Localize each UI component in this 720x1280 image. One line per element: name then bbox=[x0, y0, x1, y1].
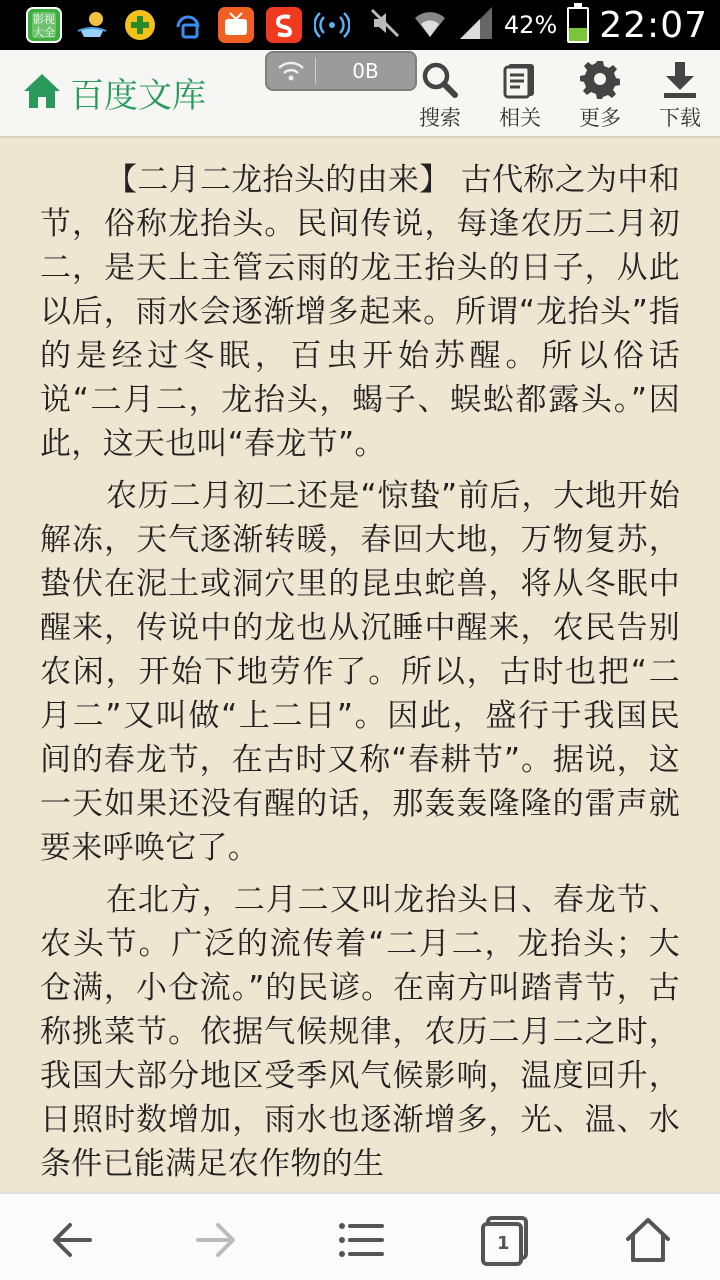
tv-app-icon bbox=[218, 7, 254, 43]
more-label: 更多 bbox=[579, 106, 621, 130]
network-speed-value: 0B bbox=[352, 59, 379, 83]
gear-icon bbox=[580, 60, 620, 100]
network-speed-indicator bbox=[265, 51, 417, 91]
battery-percent: 42% bbox=[503, 11, 558, 39]
forward-arrow-icon bbox=[192, 1216, 240, 1264]
bottom-navigation bbox=[0, 1192, 720, 1280]
signal-app-icon bbox=[314, 7, 350, 43]
app-logo[interactable] bbox=[20, 68, 206, 117]
tab-count: 1 bbox=[497, 1233, 510, 1254]
download-icon bbox=[660, 60, 700, 100]
mute-icon bbox=[368, 6, 402, 44]
menu-button[interactable] bbox=[332, 1212, 388, 1268]
plus-app-icon bbox=[122, 7, 158, 43]
movie-app-icon: 影视大全 bbox=[26, 7, 62, 43]
forward-button[interactable] bbox=[188, 1212, 244, 1268]
wifi-speed-icon bbox=[267, 53, 315, 89]
chat-app-icon bbox=[170, 7, 206, 43]
paragraph: 农历二月初二还是“惊蛰”前后，大地开始解冻，天气逐渐转暖，春回大地，万物复苏，蛰伏在泥土或洞穴里的昆虫蛇兽，将从冬眠中醒来，传说中的龙也从沉睡中醒来，农民告别农闲，开始下地劳作了。所以，古时也把“二月二”又叫做“上二日”。因此，盛行于我国民间的春龙节，在古时又称“春耕节”。据说，这一天如果还没有醒的话，那轰轰隆隆的雷声就要来呼唤它了。 bbox=[40, 478, 680, 866]
search-button[interactable] bbox=[400, 60, 480, 132]
home-icon bbox=[623, 1215, 673, 1265]
home-button[interactable] bbox=[620, 1212, 676, 1268]
back-button[interactable] bbox=[44, 1212, 100, 1268]
related-icon bbox=[500, 60, 540, 100]
battery-icon bbox=[567, 7, 589, 43]
cell-signal-icon bbox=[458, 5, 494, 45]
app-title: 百度文库 bbox=[70, 76, 206, 116]
search-icon bbox=[420, 60, 460, 100]
search-label: 搜索 bbox=[419, 106, 461, 130]
wifi-icon bbox=[412, 5, 448, 45]
paragraph: 【二月二龙抬头的由来】 古代称之为中和节，俗称龙抬头。民间传说，每逢农历二月初二，是天上主管云雨的龙王抬头的日子，从此以后，雨水会逐渐增多起来。所谓“龙抬头”指的是经过冬眠，百虫开始苏醒。所以俗话说“二月二，龙抬头，蝎子、蜈蚣都露头。”因此，这天也叫“春龙节”。 bbox=[40, 162, 680, 462]
clock: 22:07 bbox=[599, 4, 708, 46]
boat-app-icon bbox=[74, 7, 110, 43]
related-button[interactable] bbox=[480, 60, 560, 132]
tabs-button[interactable] bbox=[478, 1212, 534, 1268]
download-label: 下载 bbox=[659, 106, 701, 130]
related-label: 相关 bbox=[499, 106, 541, 130]
sohu-app-icon bbox=[266, 7, 302, 43]
app-header bbox=[0, 50, 720, 138]
menu-icon bbox=[336, 1216, 384, 1264]
document-content[interactable] bbox=[0, 140, 720, 1192]
download-button[interactable] bbox=[640, 60, 720, 132]
back-arrow-icon bbox=[48, 1216, 96, 1264]
paragraph: 在北方，二月二又叫龙抬头日、春龙节、农头节。广泛的流传着“二月二，龙抬头；大仓满，小仓流。”的民谚。在南方叫踏青节，古称挑菜节。依据气候规律，农历二月二之时，我国大部分地区受季风气候影响，温度回升，日照时数增加，雨水也逐渐增多，光、温、水条件已能满足农作物的生 bbox=[40, 882, 680, 1182]
status-bar bbox=[0, 0, 720, 50]
home-logo-icon bbox=[20, 69, 64, 117]
more-button[interactable] bbox=[560, 60, 640, 132]
